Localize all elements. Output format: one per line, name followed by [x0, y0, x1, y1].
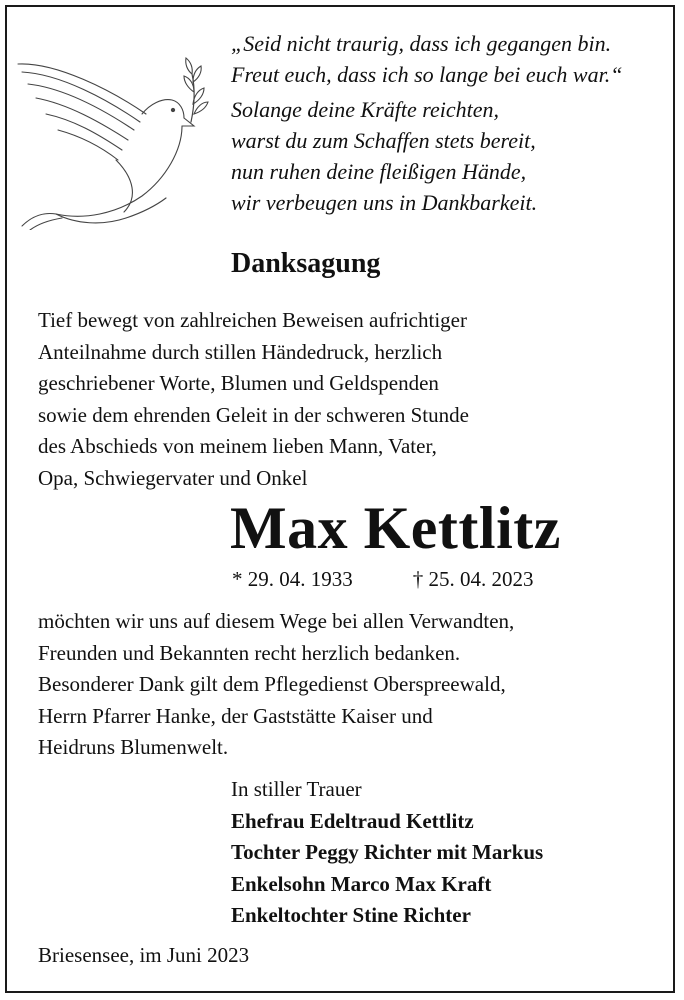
life-dates — [232, 567, 534, 592]
mourners-block — [231, 774, 543, 932]
thanks-paragraph-main — [38, 606, 658, 764]
paragraph-line: Tief bewegt von zahlreichen Beweisen aufrichtiger — [38, 308, 467, 332]
dove-icon — [16, 52, 216, 230]
poem-stanza-1 — [231, 28, 671, 90]
mourner-name: Tochter Peggy Richter mit Markus — [231, 840, 544, 864]
poem-line: Solange deine Kräfte reichten, — [231, 97, 500, 122]
paragraph-line: Heidruns Blumenwelt. — [38, 735, 229, 759]
poem-stanza-2 — [231, 94, 671, 218]
paragraph-line: möchten wir uns auf diesem Wege bei allen Verwandten, — [38, 609, 515, 633]
paragraph-line: des Abschieds von meinem lieben Mann, Vater, — [38, 434, 437, 458]
paragraph-line: Opa, Schwiegervater und Onkel — [38, 465, 308, 490]
thanks-paragraph-intro — [38, 305, 658, 494]
poem-line: „Seid nicht traurig, dass ich gegangen bin. — [231, 31, 612, 56]
poem — [231, 28, 671, 218]
mourner-name: Enkeltochter Stine Richter — [231, 903, 471, 927]
paragraph-line: Besonderer Dank gilt dem Pflegedienst Oberspreewald, — [38, 672, 506, 696]
place-and-date: Briesensee, im Juni 2023 — [38, 943, 250, 967]
mourning-intro: In stiller Trauer — [231, 777, 362, 801]
poem-line: Freut euch, dass ich so lange bei euch war.“ — [231, 62, 623, 87]
deceased-name: Max Kettlitz — [230, 495, 561, 561]
paragraph-line: Herrn Pfarrer Hanke, der Gaststätte Kaiser und — [38, 703, 433, 728]
heading-danksagung: Danksagung — [231, 248, 381, 279]
paragraph-line: sowie dem ehrenden Geleit in der schweren Stunde — [38, 402, 469, 427]
mourner-name: Enkelsohn Marco Max Kraft — [231, 871, 492, 896]
poem-line: nun ruhen deine fleißigen Hände, — [231, 159, 527, 184]
paragraph-line: Freunden und Bekannten recht herzlich bedanken. — [38, 640, 461, 665]
paragraph-line: Anteilnahme durch stillen Händedruck, herzlich — [38, 339, 443, 364]
birth-date: * 29. 04. 1933 — [232, 567, 353, 591]
death-date: † 25. 04. 2023 — [412, 567, 534, 591]
mourner-name: Ehefrau Edeltraud Kettlitz — [231, 808, 474, 833]
poem-line: wir verbeugen uns in Dankbarkeit. — [231, 190, 538, 215]
poem-line: warst du zum Schaffen stets bereit, — [231, 128, 536, 153]
paragraph-line: geschriebener Worte, Blumen und Geldspenden — [38, 371, 439, 395]
